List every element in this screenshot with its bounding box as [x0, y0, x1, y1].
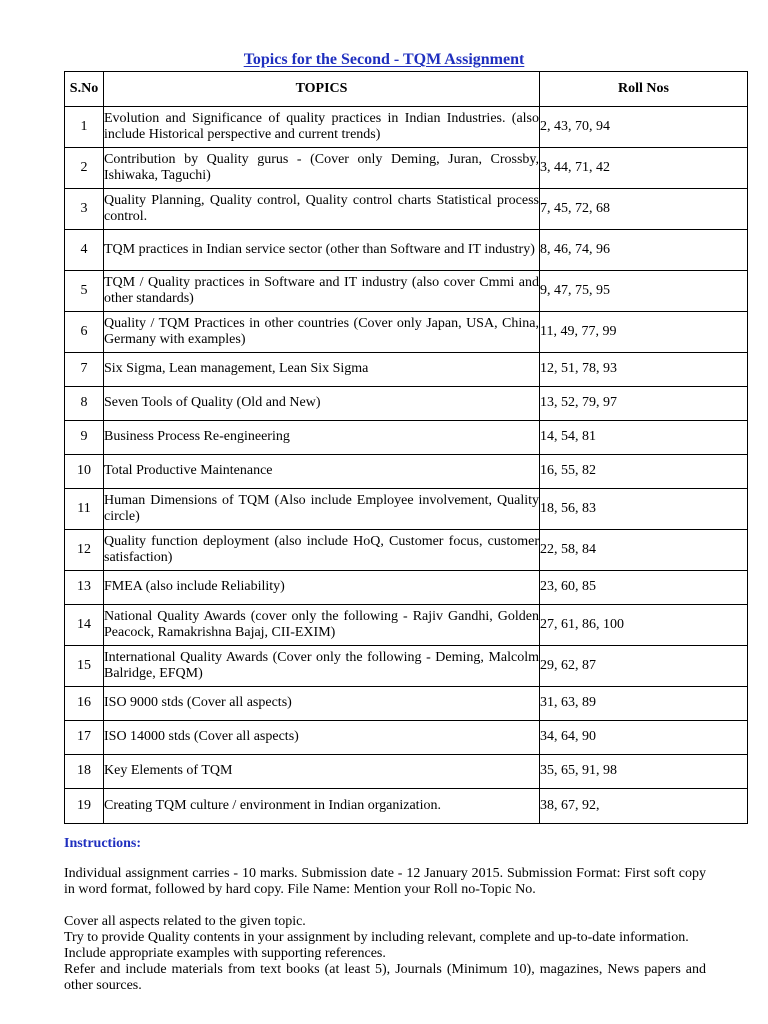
instructions-paragraph: Cover all aspects related to the given topic. [64, 914, 306, 929]
document-title: Topics for the Second - TQM Assignment [243, 51, 525, 68]
row-roll-nos: 13, 52, 79, 97 [540, 387, 748, 421]
row-topic: Business Process Re-engineering [104, 421, 540, 455]
row-roll-nos: 29, 62, 87 [540, 646, 748, 687]
row-roll-nos: 12, 51, 78, 93 [540, 353, 748, 387]
table-row [65, 421, 748, 455]
row-sno: 6 [65, 312, 104, 353]
row-sno: 7 [65, 353, 104, 387]
row-sno: 13 [65, 571, 104, 605]
row-sno: 1 [65, 107, 104, 148]
row-sno: 9 [65, 421, 104, 455]
row-topic: Six Sigma, Lean management, Lean Six Sigma [104, 353, 540, 387]
row-sno: 12 [65, 530, 104, 571]
table-row [65, 312, 748, 353]
row-roll-nos: 22, 58, 84 [540, 530, 748, 571]
row-sno: 5 [65, 271, 104, 312]
table-row [65, 489, 748, 530]
table-row [65, 353, 748, 387]
row-topic: Quality function deployment (also include HoQ, Customer focus, customer satisfaction) [104, 530, 540, 571]
table-row [65, 387, 748, 421]
row-roll-nos: 14, 54, 81 [540, 421, 748, 455]
row-sno: 8 [65, 387, 104, 421]
row-topic: ISO 9000 stds (Cover all aspects) [104, 687, 540, 721]
row-roll-nos: 18, 56, 83 [540, 489, 748, 530]
row-sno: 15 [65, 646, 104, 687]
row-topic: Human Dimensions of TQM (Also include Employee involvement, Quality circle) [104, 489, 540, 530]
instructions-paragraph: Include appropriate examples with supporting references. [64, 946, 386, 961]
row-roll-nos: 9, 47, 75, 95 [540, 271, 748, 312]
table-row [65, 148, 748, 189]
row-topic: Creating TQM culture / environment in Indian organization. [104, 789, 540, 824]
row-roll-nos: 2, 43, 70, 94 [540, 107, 748, 148]
row-topic: FMEA (also include Reliability) [104, 571, 540, 605]
row-topic: Quality Planning, Quality control, Quality control charts Statistical process control. [104, 189, 540, 230]
table-row [65, 571, 748, 605]
topics-table [64, 71, 748, 824]
header-sno: S.No [65, 72, 104, 107]
table-row [65, 230, 748, 271]
row-sno: 18 [65, 755, 104, 789]
row-topic: Contribution by Quality gurus - (Cover only Deming, Juran, Crossby, Ishiwaka, Taguchi) [104, 148, 540, 189]
row-sno: 17 [65, 721, 104, 755]
table-row [65, 605, 748, 646]
row-roll-nos: 23, 60, 85 [540, 571, 748, 605]
header-topics: TOPICS [104, 72, 540, 107]
row-roll-nos: 27, 61, 86, 100 [540, 605, 748, 646]
instructions-heading: Instructions: [64, 836, 142, 851]
table-row [65, 189, 748, 230]
table-row [65, 530, 748, 571]
header-roll-nos: Roll Nos [540, 72, 748, 107]
row-sno: 16 [65, 687, 104, 721]
row-topic: Evolution and Significance of quality practices in Indian Industries. (also include Historical perspective and current trends) [104, 107, 540, 148]
row-roll-nos: 8, 46, 74, 96 [540, 230, 748, 271]
row-sno: 14 [65, 605, 104, 646]
row-topic: TQM practices in Indian service sector (other than Software and IT industry) [104, 230, 540, 271]
row-roll-nos: 35, 65, 91, 98 [540, 755, 748, 789]
paragraph-spacer [64, 898, 706, 914]
row-roll-nos: 31, 63, 89 [540, 687, 748, 721]
row-topic: Quality / TQM Practices in other countries (Cover only Japan, USA, China, Germany with examples) [104, 312, 540, 353]
table-row [65, 271, 748, 312]
table-row [65, 687, 748, 721]
table-row [65, 107, 748, 148]
row-topic: National Quality Awards (cover only the following - Rajiv Gandhi, Golden Peacock, Ramakrishna Bajaj, CII-EXIM) [104, 605, 540, 646]
row-roll-nos: 3, 44, 71, 42 [540, 148, 748, 189]
row-topic: ISO 14000 stds (Cover all aspects) [104, 721, 540, 755]
row-topic: International Quality Awards (Cover only the following - Deming, Malcolm Balridge, EFQM) [104, 646, 540, 687]
row-sno: 2 [65, 148, 104, 189]
row-sno: 10 [65, 455, 104, 489]
row-topic: Seven Tools of Quality (Old and New) [104, 387, 540, 421]
row-roll-nos: 38, 67, 92, [540, 789, 748, 824]
table-row [65, 455, 748, 489]
row-sno: 4 [65, 230, 104, 271]
row-roll-nos: 16, 55, 82 [540, 455, 748, 489]
instructions-paragraph: Individual assignment carries - 10 marks. Submission date - 12 January 2015. Submission Format: First soft copy in word format, followed by hard copy. File Name: Mention your Roll no-Topic No. [64, 866, 706, 897]
row-roll-nos: 7, 45, 72, 68 [540, 189, 748, 230]
instructions-paragraph: Refer and include materials from text books (at least 5), Journals (Minimum 10), magazines, News papers and other sources. [64, 962, 706, 993]
row-topic: TQM / Quality practices in Software and IT industry (also cover Cmmi and other standards) [104, 271, 540, 312]
row-sno: 19 [65, 789, 104, 824]
row-topic: Total Productive Maintenance [104, 455, 540, 489]
table-row [65, 789, 748, 824]
row-roll-nos: 34, 64, 90 [540, 721, 748, 755]
table-row [65, 721, 748, 755]
table-row [65, 755, 748, 789]
instructions-section [64, 836, 706, 994]
row-topic: Key Elements of TQM [104, 755, 540, 789]
table-header-row [65, 72, 748, 107]
row-sno: 3 [65, 189, 104, 230]
row-sno: 11 [65, 489, 104, 530]
table-row [65, 646, 748, 687]
instructions-paragraph: Try to provide Quality contents in your assignment by including relevant, complete and up-to-date information. [64, 930, 689, 945]
row-roll-nos: 11, 49, 77, 99 [540, 312, 748, 353]
